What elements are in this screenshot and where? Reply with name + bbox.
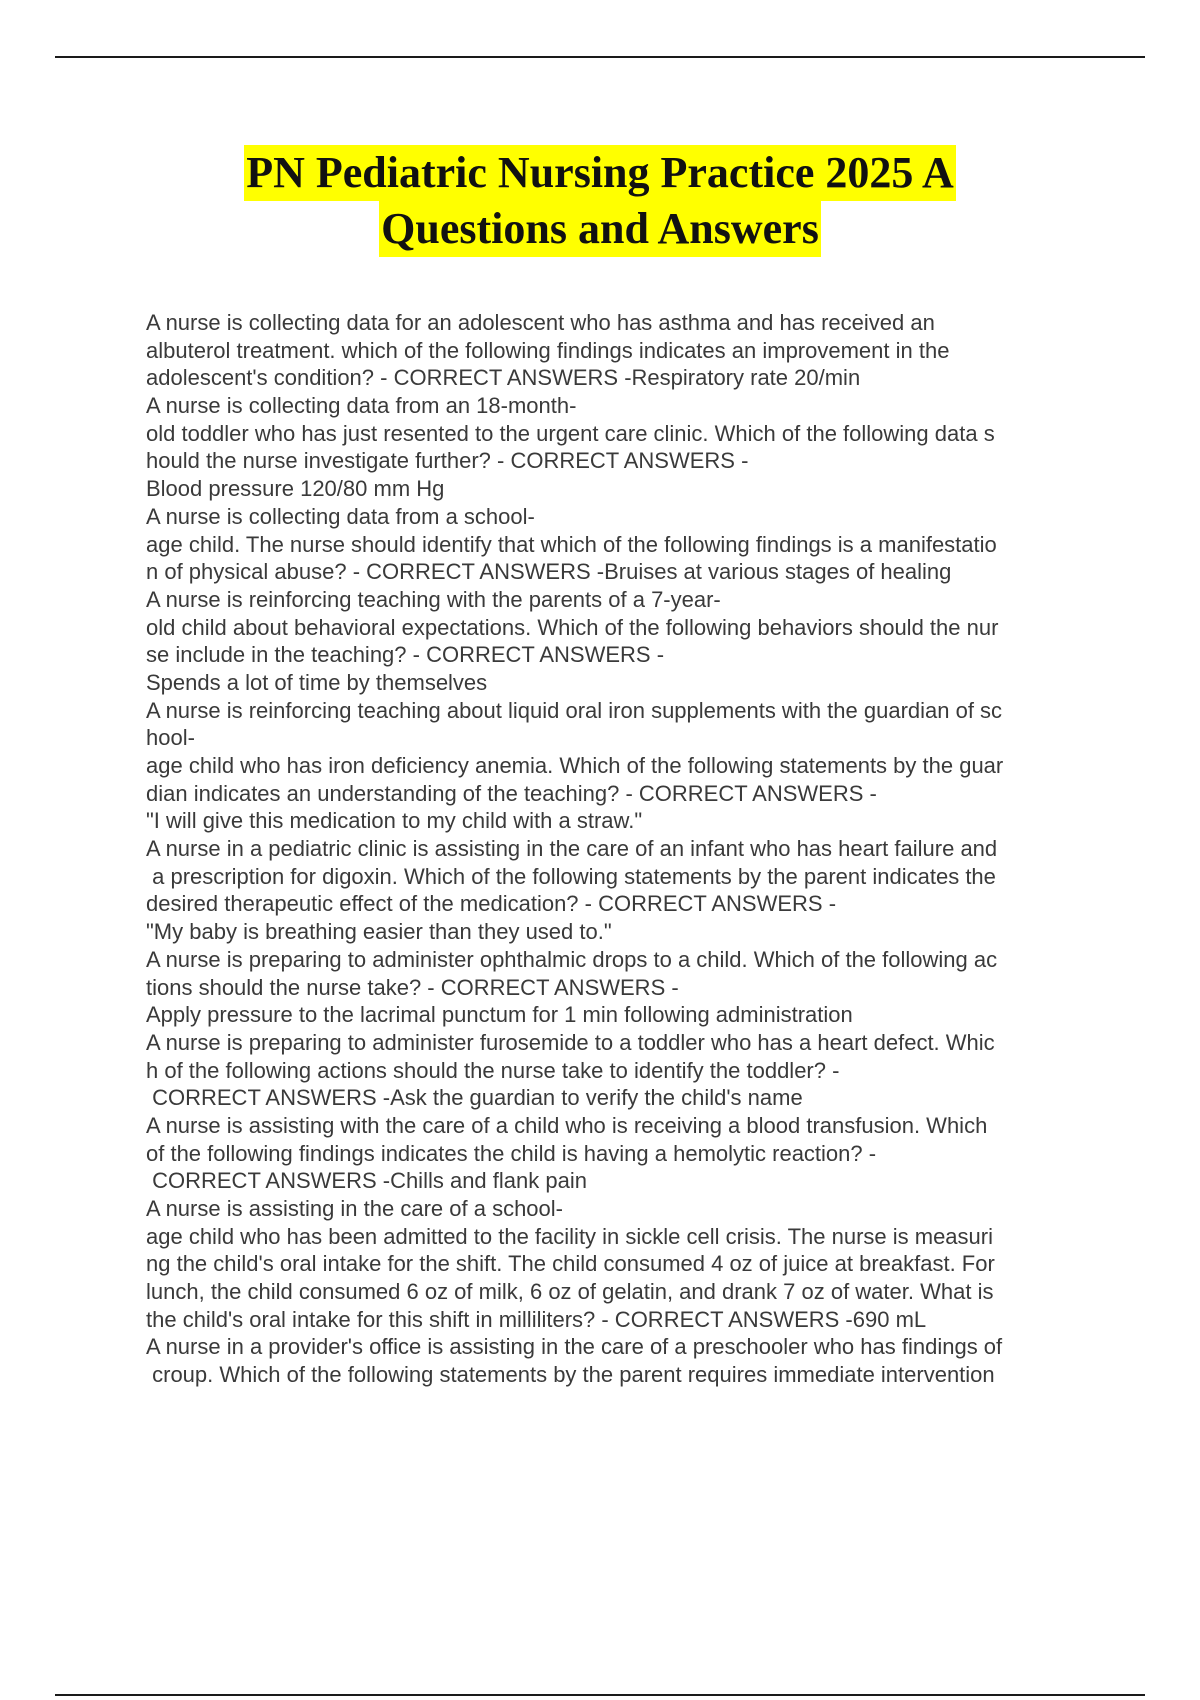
document-title: [0, 145, 1200, 257]
body-text-line: lunch, the child consumed 6 oz of milk, 6 oz of gelatin, and drank 7 oz of water. What is: [146, 1279, 994, 1305]
body-text-line: A nurse is collecting data for an adolescent who has asthma and has received an: [146, 310, 935, 335]
body-text-line: the child's oral intake for this shift in milliliters? - CORRECT ANSWERS -690 mL: [146, 1306, 927, 1332]
body-text-line: A nurse is collecting data from an 18-month-: [146, 393, 577, 419]
body-text-line: ng the child's oral intake for the shift. The child consumed 4 oz of juice at breakfast. For: [146, 1251, 995, 1277]
body-text-line: A nurse in a provider's office is assisting in the care of a preschooler who has findings of: [146, 1334, 1003, 1360]
body-text-line: tions should the nurse take? - CORRECT ANSWERS -: [146, 974, 679, 1000]
body-text-line: hould the nurse investigate further? - CORRECT ANSWERS -: [146, 448, 749, 474]
body-text-line: albuterol treatment. which of the following findings indicates an improvement in the: [146, 337, 950, 363]
body-text-line: A nurse in a pediatric clinic is assisting in the care of an infant who has heart failure and: [146, 836, 998, 862]
title-line-1: PN Pediatric Nursing Practice 2025 A: [244, 145, 956, 201]
bottom-rule: [55, 1694, 1145, 1696]
body-text-line: dian indicates an understanding of the teaching? - CORRECT ANSWERS -: [146, 780, 877, 806]
body-text-line: old toddler who has just resented to the urgent care clinic. Which of the following data s: [146, 420, 995, 446]
body-text-line: "I will give this medication to my child with a straw.": [146, 808, 643, 834]
body-text-line: h of the following actions should the nurse take to identify the toddler? -: [146, 1057, 840, 1083]
body-text-line: se include in the teaching? - CORRECT ANSWERS -: [146, 642, 665, 668]
body-text-line: Spends a lot of time by themselves: [146, 669, 488, 695]
top-rule: [55, 56, 1145, 58]
body-text-line: Apply pressure to the lacrimal punctum for 1 min following administration: [146, 1002, 853, 1028]
body-text-line: a prescription for digoxin. Which of the following statements by the parent indicates the: [146, 863, 996, 889]
body-text-line: Blood pressure 120/80 mm Hg: [146, 476, 445, 502]
body-text-line: "My baby is breathing easier than they used to.": [146, 919, 612, 945]
body-text-line: adolescent's condition? - CORRECT ANSWERS -Respiratory rate 20/min: [146, 365, 861, 391]
title-line-2: Questions and Answers: [379, 201, 821, 257]
body-text-line: A nurse is assisting with the care of a child who is receiving a blood transfusion. Which: [146, 1112, 988, 1138]
body-text-line: A nurse is reinforcing teaching with the parents of a 7-year-: [146, 586, 721, 612]
body-text-line: A nurse is collecting data from a school-: [146, 503, 535, 529]
document-body: [146, 309, 1146, 1389]
body-text-line: n of physical abuse? - CORRECT ANSWERS -Bruises at various stages of healing: [146, 559, 952, 585]
body-text-line: A nurse is reinforcing teaching about liquid oral iron supplements with the guardian of sc: [146, 697, 1003, 723]
body-text-line: age child who has iron deficiency anemia. Which of the following statements by the guar: [146, 753, 1004, 778]
body-text-line: croup. Which of the following statements by the parent requires immediate intervention: [146, 1362, 995, 1388]
body-text-line: of the following findings indicates the child is having a hemolytic reaction? -: [146, 1140, 877, 1166]
body-text-line: desired therapeutic effect of the medication? - CORRECT ANSWERS -: [146, 891, 837, 917]
body-text-line: CORRECT ANSWERS -Chills and flank pain: [146, 1168, 587, 1194]
body-text-line: A nurse is preparing to administer ophthalmic drops to a child. Which of the following ac: [146, 946, 998, 972]
body-text-line: A nurse is assisting in the care of a school-: [146, 1196, 563, 1221]
body-text-line: age child. The nurse should identify that which of the following findings is a manifestatio: [146, 531, 997, 557]
body-text-line: A nurse is preparing to administer furosemide to a toddler who has a heart defect. Whic: [146, 1029, 995, 1055]
body-text-line: hool-: [146, 725, 195, 751]
body-text-line: CORRECT ANSWERS -Ask the guardian to verify the child's name: [146, 1085, 803, 1111]
body-text-line: old child about behavioral expectations. Which of the following behaviors should the nur: [146, 614, 999, 640]
body-text-line: age child who has been admitted to the facility in sickle cell crisis. The nurse is measuri: [146, 1223, 993, 1249]
